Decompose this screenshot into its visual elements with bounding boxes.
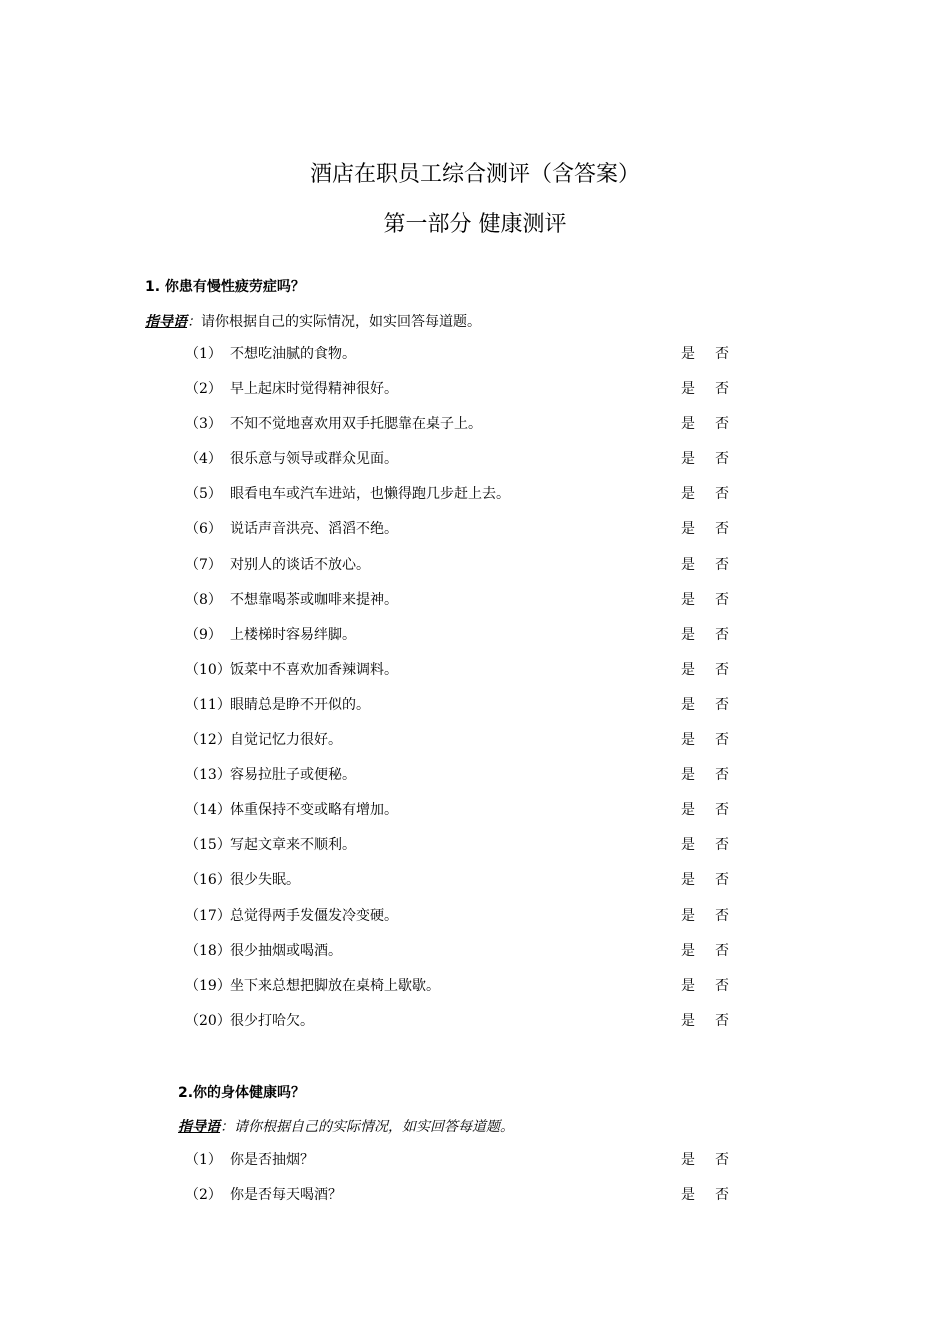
part-title: 第一部分 健康测评 [383, 212, 567, 237]
question-number: （1） [185, 346, 222, 362]
answer-no-option[interactable]: 否 [715, 837, 729, 854]
question-text: 饭菜中不喜欢加香辣调料。 [230, 661, 398, 678]
answer-no-option[interactable]: 否 [715, 942, 729, 959]
answer-no-option[interactable]: 否 [715, 521, 729, 538]
question-row [185, 512, 745, 547]
answer-yes-option[interactable]: 是 [681, 907, 695, 924]
answer-no-option[interactable]: 否 [715, 1152, 729, 1168]
answer-no-option[interactable]: 否 [715, 661, 729, 678]
question-row [185, 407, 745, 442]
answer-no-option[interactable]: 否 [715, 977, 729, 994]
question-text: 容易拉肚子或便秘。 [230, 767, 356, 784]
answer-no-option[interactable]: 否 [715, 591, 729, 608]
section-1-guide [145, 312, 481, 332]
question-row [185, 548, 745, 583]
answer-yes-option[interactable]: 是 [681, 837, 695, 854]
question-row [185, 442, 745, 477]
question-number: （2） [185, 381, 222, 398]
question-number: （15） [185, 837, 231, 854]
answer-no-option[interactable]: 否 [715, 346, 729, 362]
answer-yes-option[interactable]: 是 [681, 451, 695, 468]
answer-yes-option[interactable]: 是 [681, 802, 695, 819]
question-row [185, 688, 745, 723]
question-row [185, 583, 745, 618]
answer-yes-option[interactable]: 是 [681, 521, 695, 538]
guide-text: 请你根据自己的实际情况，如实回答每道题。 [234, 1119, 514, 1135]
question-number: （17） [185, 907, 231, 924]
question-text: 上楼梯时容易绊脚。 [230, 626, 356, 643]
question-text: 你是否抽烟？ [230, 1152, 314, 1168]
answer-yes-option[interactable]: 是 [681, 591, 695, 608]
question-text: 很乐意与领导或群众见面。 [230, 451, 398, 468]
question-row [185, 828, 745, 863]
question-row [185, 1178, 745, 1213]
section-2-question-list [185, 1143, 745, 1213]
question-text: 眼睛总是睁不开似的。 [230, 696, 370, 713]
guide-label: 指导语 [145, 314, 187, 330]
section-2-heading: 2.你的身体健康吗？ [178, 1085, 306, 1101]
question-text: 不想靠喝茶或咖啡来提神。 [230, 591, 398, 608]
question-row [185, 1004, 745, 1039]
answer-no-option[interactable]: 否 [715, 381, 729, 398]
question-row [185, 793, 745, 828]
answer-no-option[interactable]: 否 [715, 907, 729, 924]
answer-yes-option[interactable]: 是 [681, 1187, 695, 1204]
answer-no-option[interactable]: 否 [715, 626, 729, 643]
answer-no-option[interactable]: 否 [715, 1187, 729, 1204]
question-text: 很少失眠。 [230, 872, 300, 889]
question-number: （20） [185, 1012, 231, 1029]
question-row [185, 337, 745, 372]
question-row [185, 758, 745, 793]
question-number: （4） [185, 451, 222, 468]
answer-yes-option[interactable]: 是 [681, 381, 695, 398]
question-number: （19） [185, 977, 231, 994]
document-title: 酒店在职员工综合测评（含答案） [309, 162, 640, 187]
question-number: （16） [185, 872, 231, 889]
question-number: （6） [185, 521, 222, 538]
answer-no-option[interactable]: 否 [715, 416, 729, 433]
question-text: 早上起床时觉得精神很好。 [230, 381, 398, 398]
answer-no-option[interactable]: 否 [715, 451, 729, 468]
question-number: （9） [185, 626, 222, 643]
answer-no-option[interactable]: 否 [715, 872, 729, 889]
question-text: 不知不觉地喜欢用双手托腮靠在桌子上。 [230, 416, 482, 433]
question-number: （5） [185, 486, 222, 503]
question-number: （1） [185, 1152, 222, 1168]
question-text: 对别人的谈话不放心。 [230, 556, 370, 573]
guide-label: 指导语 [178, 1119, 220, 1135]
question-row [185, 477, 745, 512]
section-1-heading: 1. 你患有慢性疲劳症吗？ [145, 279, 305, 295]
question-row [185, 899, 745, 934]
answer-yes-option[interactable]: 是 [681, 486, 695, 503]
question-text: 说话声音洪亮、滔滔不绝。 [230, 521, 398, 538]
question-text: 坐下来总想把脚放在桌椅上歇歇。 [230, 977, 440, 994]
question-row [185, 723, 745, 758]
question-number: （2） [185, 1187, 222, 1204]
question-number: （14） [185, 802, 231, 819]
question-number: （10） [185, 661, 231, 678]
answer-no-option[interactable]: 否 [715, 802, 729, 819]
answer-no-option[interactable]: 否 [715, 556, 729, 573]
guide-colon: ： [220, 1119, 234, 1135]
question-row [185, 372, 745, 407]
answer-yes-option[interactable]: 是 [681, 1152, 695, 1168]
question-text: 体重保持不变或略有增加。 [230, 802, 398, 819]
answer-yes-option[interactable]: 是 [681, 696, 695, 713]
answer-no-option[interactable]: 否 [715, 696, 729, 713]
answer-no-option[interactable]: 否 [715, 1012, 729, 1029]
question-text: 你是否每天喝酒？ [230, 1187, 342, 1204]
answer-yes-option[interactable]: 是 [681, 346, 695, 362]
section-2-guide [178, 1117, 514, 1137]
guide-colon: ： [187, 314, 201, 330]
question-number: （8） [185, 591, 222, 608]
question-text: 很少打哈欠。 [230, 1012, 314, 1029]
question-number: （13） [185, 767, 231, 784]
answer-yes-option[interactable]: 是 [681, 661, 695, 678]
answer-no-option[interactable]: 否 [715, 767, 729, 784]
answer-yes-option[interactable]: 是 [681, 977, 695, 994]
question-text: 写起文章来不顺利。 [230, 837, 356, 854]
section-1-question-list [185, 337, 745, 1039]
answer-yes-option[interactable]: 是 [681, 1012, 695, 1029]
answer-yes-option[interactable]: 是 [681, 416, 695, 433]
answer-no-option[interactable]: 否 [715, 732, 729, 749]
answer-yes-option[interactable]: 是 [681, 942, 695, 959]
question-number: （11） [185, 696, 231, 713]
question-row [185, 969, 745, 1004]
question-text: 很少抽烟或喝酒。 [230, 942, 342, 959]
question-text: 总觉得两手发僵发冷变硬。 [230, 907, 398, 924]
question-row [185, 934, 745, 969]
question-text: 眼看电车或汽车进站，也懒得跑几步赶上去。 [230, 486, 510, 503]
answer-yes-option[interactable]: 是 [681, 626, 695, 643]
question-text: 自觉记忆力很好。 [230, 732, 342, 749]
question-row [185, 618, 745, 653]
answer-yes-option[interactable]: 是 [681, 732, 695, 749]
answer-yes-option[interactable]: 是 [681, 556, 695, 573]
question-row [185, 653, 745, 688]
question-text: 不想吃油腻的食物。 [230, 346, 356, 362]
question-number: （3） [185, 416, 222, 433]
answer-yes-option[interactable]: 是 [681, 767, 695, 784]
question-row [185, 863, 745, 898]
guide-text: 请你根据自己的实际情况，如实回答每道题。 [201, 314, 481, 330]
answer-no-option[interactable]: 否 [715, 486, 729, 503]
question-row [185, 1143, 745, 1178]
answer-yes-option[interactable]: 是 [681, 872, 695, 889]
question-number: （18） [185, 942, 231, 959]
question-number: （12） [185, 732, 231, 749]
question-number: （7） [185, 556, 222, 573]
